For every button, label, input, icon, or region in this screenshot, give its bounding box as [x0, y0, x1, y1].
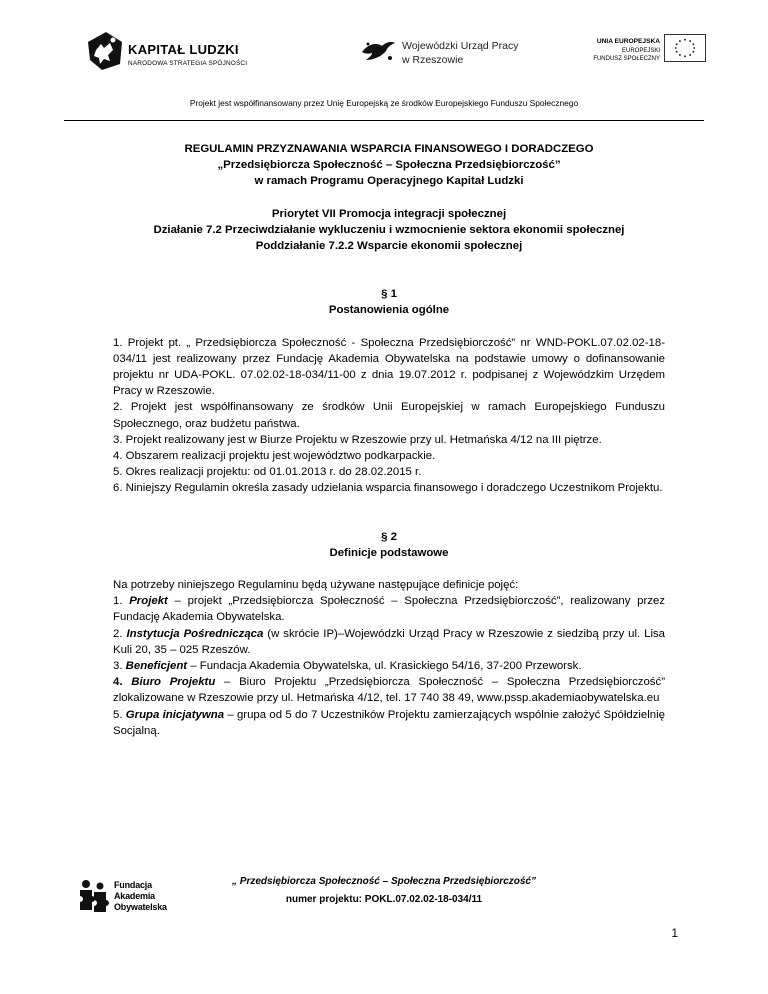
definition-number: 5.	[113, 708, 126, 721]
eu-logo-line1: UNIA EUROPEJSKA	[596, 38, 660, 45]
definition-number: 4.	[113, 676, 132, 689]
header-logos	[0, 22, 768, 84]
wup-bird-icon	[360, 38, 396, 66]
document-body	[113, 141, 665, 739]
definition-term: Instytucja Pośrednicząca	[126, 627, 264, 640]
section2-heading: Definicje podstawowe	[329, 546, 449, 559]
definition-item	[113, 674, 665, 706]
definition-text: (w skrócie IP)–Wojewódzki Urząd Pracy w Rzeszowie z siedzibą przy ul. Lisa Kuli 20, 35 – 025 Rzeszów.	[113, 627, 666, 656]
fundacja-logo-line2: Akademia	[114, 891, 155, 901]
fundacja-logo-line1: Fundacja	[114, 880, 152, 890]
definition-item	[113, 593, 665, 625]
cofinance-note: Projekt jest współfinansowany przez Unię Europejską ze środków Europejskiego Funduszu Społecznego	[189, 98, 579, 108]
section1-item: 2. Projekt jest współfinansowany ze środków Unii Europejskiej w ramach Europejskiego Funduszu Społecznego, oraz budżetu państwa.	[113, 401, 665, 430]
kapital-ludzki-logo	[86, 30, 286, 80]
subaction-line: Poddziałanie 7.2.2 Wsparcie ekonomii społecznej	[255, 240, 523, 253]
title-line-2: „Przedsiębiorcza Społeczność – Społeczna Przedsiębiorczość”	[217, 159, 561, 172]
section2-intro: Na potrzeby niniejszego Regulaminu będą używane następujące definicje pojęć:	[113, 579, 519, 592]
kl-logo-subtitle: NARODOWA STRATEGIA SPÓJNOŚCI	[128, 60, 248, 67]
definition-term: Biuro Projektu	[131, 676, 216, 689]
section2-number: § 2	[381, 530, 397, 543]
definition-item	[113, 626, 665, 658]
eu-logo	[594, 34, 734, 74]
priority-line: Priorytet VII Promocja integracji społecznej	[271, 207, 507, 220]
title-line-1: REGULAMIN PRZYZNAWANIA WSPARCIA FINANSOWEGO I DORADCZEGO	[184, 143, 594, 155]
title-line-3: w ramach Programu Operacyjnego Kapitał Ludzki	[254, 175, 524, 188]
section1-item: 4. Obszarem realizacji projektu jest województwo podkarpackie.	[113, 450, 436, 463]
definition-term: Beneficjent	[125, 660, 188, 673]
header-divider	[64, 120, 704, 121]
section1-item: 3. Projekt realizowany jest w Biurze Projektu w Rzeszowie przy ul. Hetmańska 4/12 na III piętrze.	[113, 433, 602, 446]
definition-term: Projekt	[129, 595, 168, 608]
definition-term: Grupa inicjatywna	[125, 708, 225, 721]
priority-block	[113, 206, 665, 255]
page-number: 1	[671, 926, 678, 940]
section1-number: § 1	[381, 288, 397, 301]
definition-text: – projekt „Przedsiębiorcza Społeczność – Społeczna Przedsiębiorczość”, realizowany przez Fundację Akademia Obywatelska.	[113, 595, 665, 624]
footer-project-name: „ Przedsiębiorcza Społeczność – Społeczna Przedsiębiorczość”	[232, 876, 536, 887]
section1-heading: Postanowienia ogólne	[328, 304, 450, 317]
definition-text: – Fundacja Akademia Obywatelska, ul. Krasickiego 54/16, 37-200 Przeworsk.	[187, 660, 582, 673]
fundacja-logo-line3: Obywatelska	[114, 902, 167, 912]
section1-item: 1. Projekt pt. „ Przedsiębiorcza Społeczność - Społeczna Przedsiębiorczość” nr WND-POKL.07.02.02-18-034/11 jest realizowany przez Fundację Akademia Obywatelska na podstawie umowy o dofinansowanie projektu nr UDA-POKL. 07.02.02-18-034/11-00 z dnia 19.07.2012 r. podpisanej z Wojewódzkim Urzędem Pracy w Rzeszowie.	[113, 336, 665, 398]
eu-flag-icon	[664, 34, 706, 62]
section1-list	[113, 335, 665, 497]
definition-number: 3.	[113, 660, 126, 673]
section1-item: 5. Okres realizacji projektu: od 01.01.2013 r. do 28.02.2015 r.	[113, 466, 422, 479]
definition-number: 1.	[113, 595, 130, 608]
kapital-ludzki-mark-icon	[86, 30, 124, 72]
wup-logo-line2: w Rzeszowie	[402, 54, 464, 66]
definition-number: 2.	[113, 627, 127, 640]
definition-item	[113, 707, 665, 739]
wup-logo	[360, 34, 560, 74]
eu-logo-line2: EUROPEJSKI	[621, 48, 660, 54]
definition-text: – Biuro Projektu „Przedsiębiorcza Społeczność – Społeczna Przedsiębiorczość” zlokalizowane w Rzeszowie przy ul. Hetmańska 4/12, tel. 17 740 38 49, www.pssp.akademiaobywatelska.eu	[113, 676, 665, 705]
kl-logo-title: KAPITAŁ LUDZKI	[128, 42, 239, 57]
section1-item: 6. Niniejszy Regulamin określa zasady udzielania wsparcia finansowego i doradczego Uczestnikom Projektu.	[113, 482, 663, 495]
definition-text: – grupa od 5 do 7 Uczestników Projektu zamierzających wspólnie założyć Spółdzielnię Socjalną.	[113, 708, 665, 737]
definition-item	[113, 658, 665, 674]
document-title	[113, 141, 665, 190]
definitions-list	[113, 593, 665, 739]
action-line: Działanie 7.2 Przeciwdziałanie wykluczeniu i wzmocnienie sektora ekonomii społecznej	[153, 223, 625, 236]
page-footer	[0, 866, 768, 946]
footer-project-number: numer projektu: POKL.07.02.02-18-034/11	[285, 894, 483, 905]
wup-logo-line1: Wojewódzki Urząd Pracy	[402, 40, 519, 52]
eu-logo-line3: FUNDUSZ SPOŁECZNY	[593, 56, 660, 62]
